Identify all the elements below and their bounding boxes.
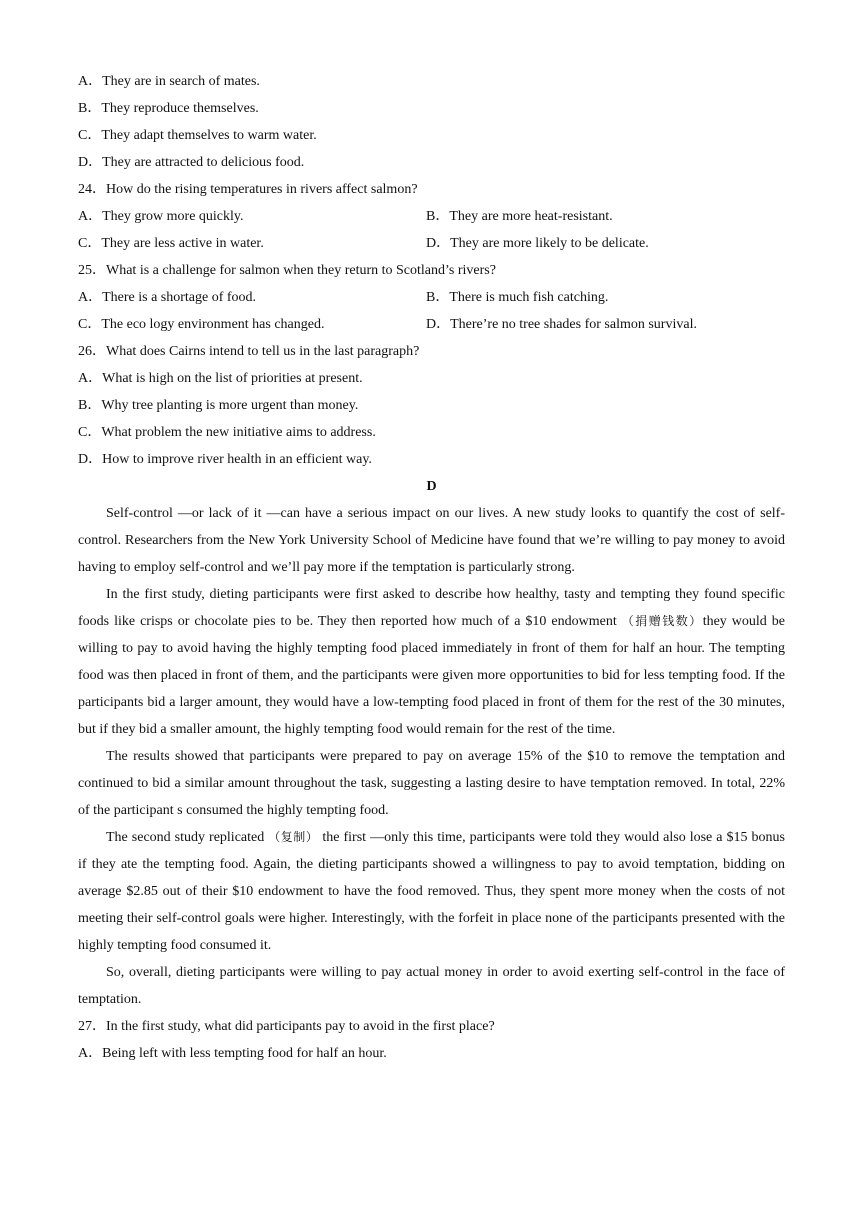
q25-option-b: B．There is much fish catching. (426, 290, 609, 305)
q23-option-a: A．They are in search of mates. (78, 74, 260, 89)
passage-paragraph-4-text-1: The second study replicated (106, 830, 269, 845)
q25-stem: 25．What is a challenge for salmon when they return to Scotland’s rivers? (78, 263, 496, 278)
q26-option-b: B．Why tree planting is more urgent than money. (78, 398, 359, 413)
q23-option-b: B．They reproduce themselves. (78, 101, 259, 116)
gloss-replicated: （复制） (268, 830, 319, 844)
passage-paragraph-5: So, overall, dieting participants were willing to pay actual money in order to avoid exerting self-control in the face of temptation. (78, 965, 785, 1007)
q25-options-row-2 (78, 311, 785, 338)
q27-stem: 27．In the first study, what did participants pay to avoid in the first place? (78, 1019, 495, 1034)
passage-paragraph-2-text-2: they would be willing to pay to avoid having the highly tempting food placed immediately in front of them for half an hour. The tempting food was then placed in front of them, and the participants were given more opportunities to bid for less tempting food. If the participants bid a larger amount, they would have a low-tempting food placed in front of them for the rest of the 30 minutes, but if they bid a smaller amount, the highly tempting food would remain for the rest of the time. (78, 614, 785, 737)
section-heading: D (426, 479, 437, 494)
gloss-endowment: （捐赠钱数） (621, 614, 703, 628)
q24-option-c: C．They are less active in water. (78, 236, 264, 251)
q24-stem: 24．How do the rising temperatures in rivers affect salmon? (78, 182, 418, 197)
passage-paragraph-2 (78, 581, 785, 743)
q24-options-row-2 (78, 230, 785, 257)
q26-stem: 26．What does Cairns intend to tell us in the last paragraph? (78, 344, 420, 359)
q26-option-c: C．What problem the new initiative aims to address. (78, 425, 376, 440)
passage-paragraph-1: Self-control —or lack of it —can have a serious impact on our lives. A new study looks to quantify the cost of self-control. Researchers from the New York University School of Medicine have found that we’re willing to pay money to avoid having to employ self-control and we’ll pay more if the temptation is particularly strong. (78, 506, 785, 575)
q25-options-row-1 (78, 284, 785, 311)
q24-option-d: D．They are more likely to be delicate. (426, 236, 649, 251)
passage-paragraph-2-text-1: In the first study, dieting participants were first asked to describe how healthy, tasty and tempting they found specific foods like crisps or chocolate pies to be. They then reported how much of a $10 endowment (78, 587, 785, 629)
q26-option-d: D．How to improve river health in an efficient way. (78, 452, 372, 467)
passage-paragraph-4 (78, 824, 785, 959)
q25-option-a: A．There is a shortage of food. (78, 290, 257, 305)
q24-options-row-1 (78, 203, 785, 230)
q23-option-d: D．They are attracted to delicious food. (78, 155, 305, 170)
q25-option-c: C．The eco logy environment has changed. (78, 317, 325, 332)
passage-paragraph-4-text-2: the first —only this time, participants were told they would also lose a $15 bonus if they ate the tempting food. Again, the dieting participants showed a willingness to pay to avoid temptation, bidding on average $2.85 out of their $10 endowment to have the food removed. Thus, they spent more money when the costs of not meeting their self-control goals were higher. Interestingly, with the forfeit in place none of the participants presented with the highly tempting food consumed it. (78, 830, 785, 953)
passage-paragraph-3: The results showed that participants were prepared to pay on average 15% of the $10 to remove the temptation and continued to bid a similar amount throughout the task, suggesting a lasting desire to have temptation removed. In total, 22% of the participant s consumed the highly tempting food. (78, 749, 785, 818)
q24-option-b: B．They are more heat-resistant. (426, 209, 613, 224)
q25-option-d: D．There’re no tree shades for salmon survival. (426, 317, 697, 332)
q26-option-a: A．What is high on the list of priorities at present. (78, 371, 363, 386)
q27-option-a: A．Being left with less tempting food for half an hour. (78, 1046, 387, 1061)
document-content (78, 68, 785, 1067)
q24-option-a: A．They grow more quickly. (78, 209, 244, 224)
q23-option-c: C．They adapt themselves to warm water. (78, 128, 317, 143)
